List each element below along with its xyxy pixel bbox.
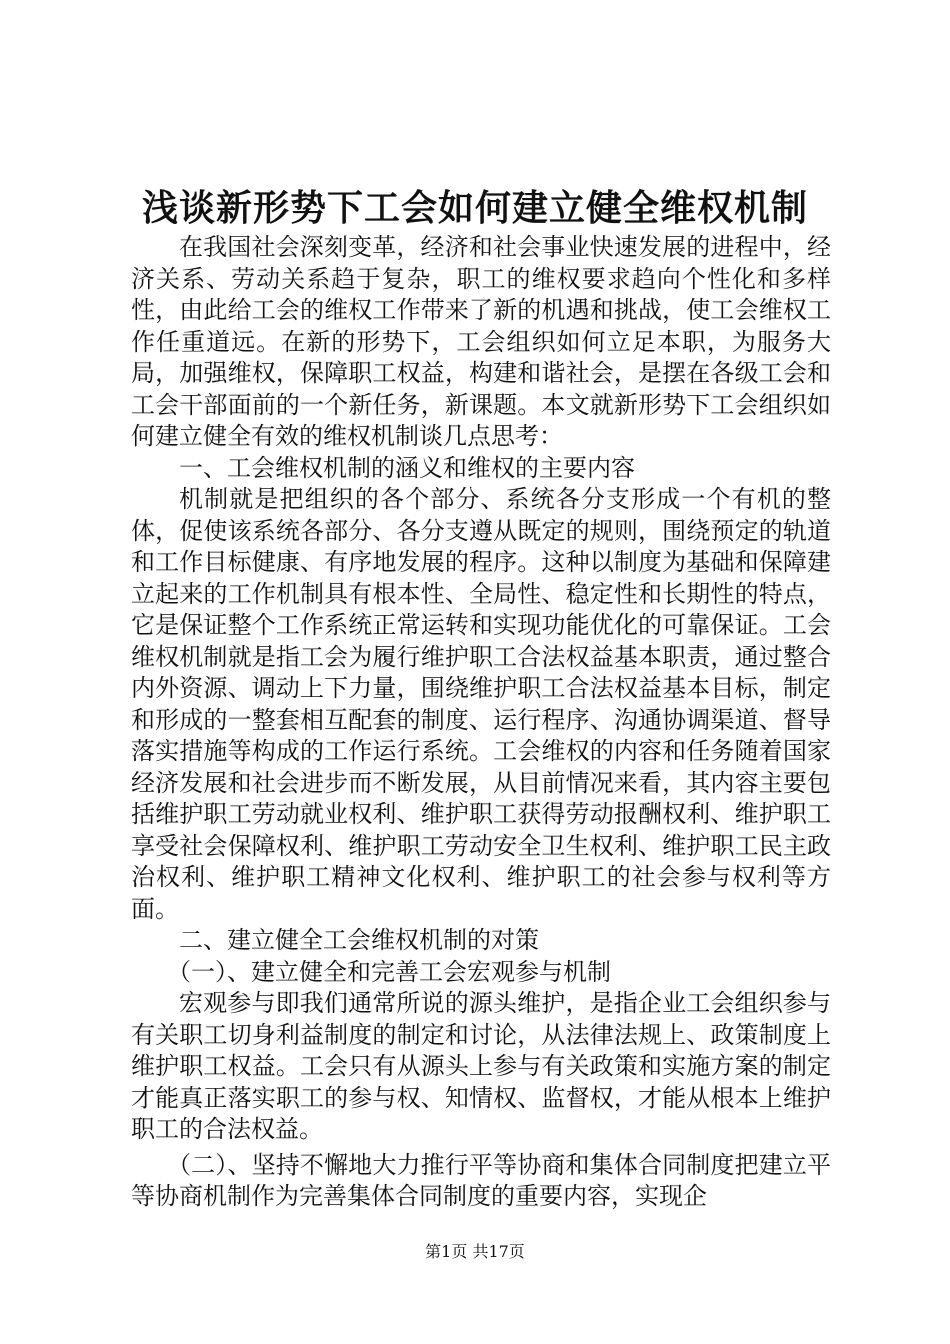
- section-heading-2: 二、建立健全工会维权机制的对策: [179, 926, 539, 954]
- intro-paragraph: 在我国社会深刻变革，经济和社会事业快速发展的进程中，经济关系、劳动关系趋于复杂，职工的维权要求趋向个性化和多样性，由此给工会的维权工作带来了新的机遇和挑战，使工会维权工作任重道远。在新的形势下，工会组织如何立足本职，为服务大局，加强维权，保障职工权益，构建和谐社会，是摆在各级工会和工会干部面前的一个新任务，新课题。本文就新形势下工会组织如何建立健全有效的维权机制谈几点思考：: [131, 233, 831, 450]
- section-1-paragraph: 机制就是把组织的各个部分、系统各分支形成一个有机的整体，促使该系统各部分、各分支遵从既定的规则，围绕预定的轨道和工作目标健康、有序地发展的程序。这种以制度为基础和保障建立起来的工作机制具有根本性、全局性、稳定性和长期性的特点，它是保证整个工作系统正常运转和实现功能优化的可靠保证。工会维权机制就是指工会为履行维护职工合法权益基本职责，通过整合内外资源、调动上下力量，围绕维护职工合法权益基本目标，制定和形成的一整套相互配套的制度、运行程序、沟通协调渠道、督导落实措施等构成的工作运行系统。工会维权的内容和任务随着国家经济发展和社会进步而不断发展，从目前情况来看，其内容主要包括维护职工劳动就业权利、维护职工获得劳动报酬权利、维护职工享受社会保障权利、维护职工劳动安全卫生权利、维护职工民主政治权利、维护职工精神文化权利、维护职工的社会参与权利等方面。: [131, 485, 831, 923]
- subsection-1-paragraph: 宏观参与即我们通常所说的源头维护，是指企业工会组织参与有关职工切身利益制度的制定和讨论，从法律法规上、政策制度上维护职工权益。工会只有从源头上参与有关政策和实施方案的制定才能真正落实职工的参与权、知情权、监督权，才能从根本上维护职工的合法权益。: [131, 989, 831, 1143]
- document-body: [131, 232, 831, 1213]
- section-heading-1: 一、工会维权机制的涵义和维权的主要内容: [179, 453, 635, 482]
- page-footer: 第1页 共17页: [425, 1242, 525, 1261]
- subsection-heading-2-paragraph: （二）、坚持不懈地大力推行平等协商和集体合同制度把建立平等协商机制作为完善集体合同制度的重要内容，实现企: [131, 1150, 831, 1210]
- subsection-heading-1: （一）、建立健全和完善工会宏观参与机制: [167, 957, 611, 986]
- page-title: 浅谈新形势下工会如何建立健全维权机制: [141, 187, 808, 229]
